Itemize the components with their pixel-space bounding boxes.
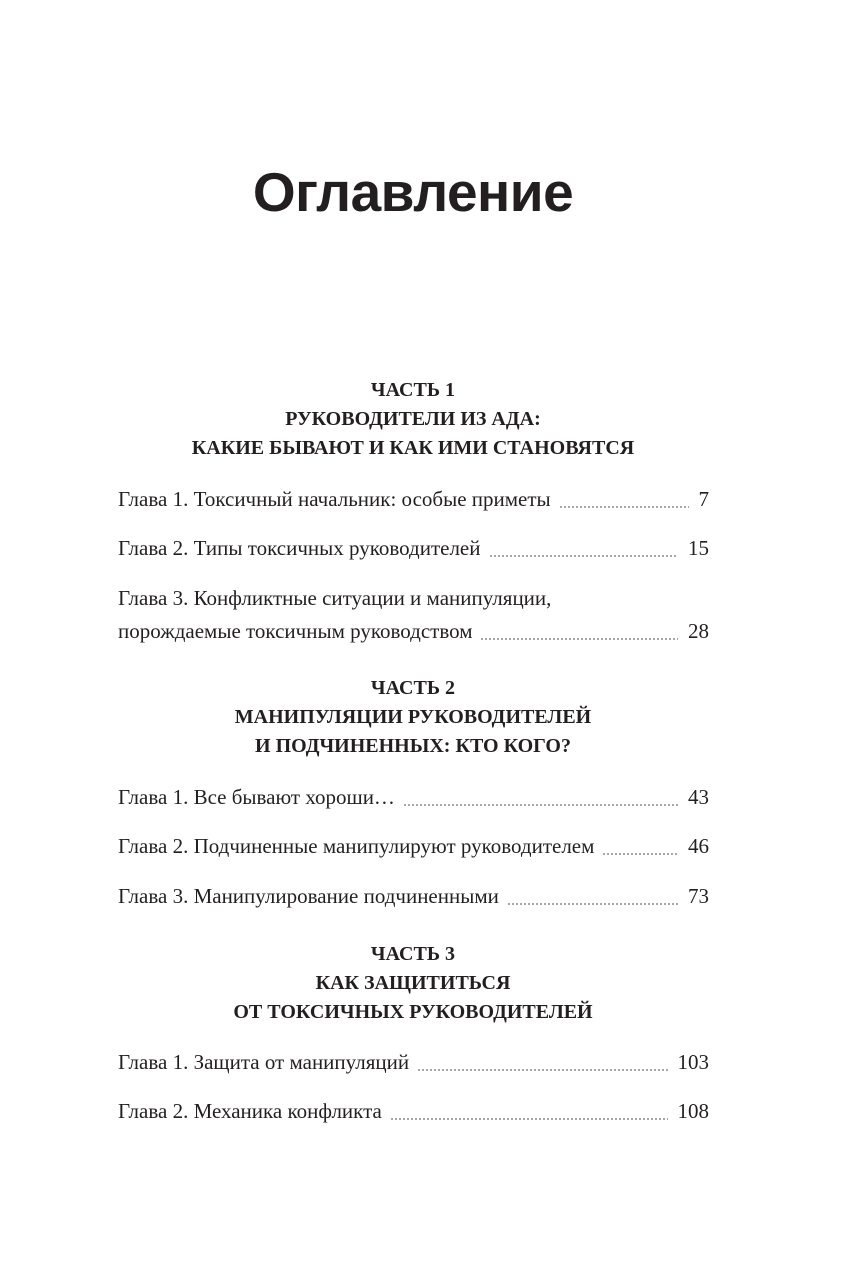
toc-entry[interactable]	[118, 483, 709, 516]
dot-leader	[403, 803, 678, 807]
chapter-title-line: Глава 3. Конфликтные ситуации и манипуляции,	[118, 586, 552, 610]
page-number: 15	[688, 536, 709, 560]
chapter-title: Глава 1. Токсичный начальник: особые приметы	[118, 487, 551, 511]
toc-entry[interactable]	[118, 830, 709, 863]
toc-entry[interactable]	[118, 1046, 709, 1079]
part-label: ЧАСТЬ 1	[370, 379, 456, 401]
dot-leader	[489, 554, 679, 558]
chapter-title: Глава 1. Защита от манипуляций	[118, 1050, 410, 1074]
dot-leader	[559, 505, 689, 509]
chapter-title: Глава 3. Манипулирование подчиненными	[118, 884, 499, 908]
dot-leader	[480, 637, 678, 641]
part-title-line: И ПОДЧИНЕННЫХ: КТО КОГО?	[255, 735, 571, 757]
part-title-line: КАК ЗАЩИТИТЬСЯ	[315, 972, 511, 994]
toc-entry[interactable]	[118, 781, 709, 814]
dot-leader	[417, 1068, 667, 1072]
chapter-title: порождаемые токсичным руководством	[118, 619, 473, 643]
part-title-line: ОТ ТОКСИЧНЫХ РУКОВОДИТЕЛЕЙ	[233, 1001, 593, 1023]
part-label: ЧАСТЬ 2	[370, 677, 456, 699]
page-number: 46	[688, 834, 709, 858]
page-number: 103	[677, 1050, 709, 1074]
part-title-line: МАНИПУЛЯЦИИ РУКОВОДИТЕЛЕЙ	[234, 706, 592, 728]
chapter-title: Глава 1. Все бывают хороши…	[118, 785, 395, 809]
dot-leader	[390, 1117, 668, 1121]
chapter-title: Глава 2. Типы токсичных руководителей	[118, 536, 481, 560]
part-2-heading	[118, 674, 708, 761]
toc-entry[interactable]	[118, 532, 709, 565]
page-number: 28	[688, 619, 709, 643]
page-number: 108	[677, 1099, 709, 1123]
page-number: 7	[698, 487, 709, 511]
chapter-title: Глава 2. Подчиненные манипулируют руководителем	[118, 834, 595, 858]
toc-entry[interactable]	[118, 880, 709, 913]
toc-entry[interactable]	[118, 582, 709, 648]
part-3-heading	[118, 940, 708, 1027]
dot-leader	[602, 852, 678, 856]
part-1-heading	[118, 376, 708, 463]
page-number: 73	[688, 884, 709, 908]
toc-entry[interactable]	[118, 1095, 709, 1128]
page-title: Оглавление	[252, 161, 574, 223]
page-number: 43	[688, 785, 709, 809]
dot-leader	[507, 902, 678, 906]
part-title-line: КАКИЕ БЫВАЮТ И КАК ИМИ СТАНОВЯТСЯ	[191, 437, 635, 459]
chapter-title: Глава 2. Механика конфликта	[118, 1099, 382, 1123]
part-title-line: РУКОВОДИТЕЛИ ИЗ АДА:	[285, 408, 541, 430]
part-label: ЧАСТЬ 3	[370, 943, 456, 965]
